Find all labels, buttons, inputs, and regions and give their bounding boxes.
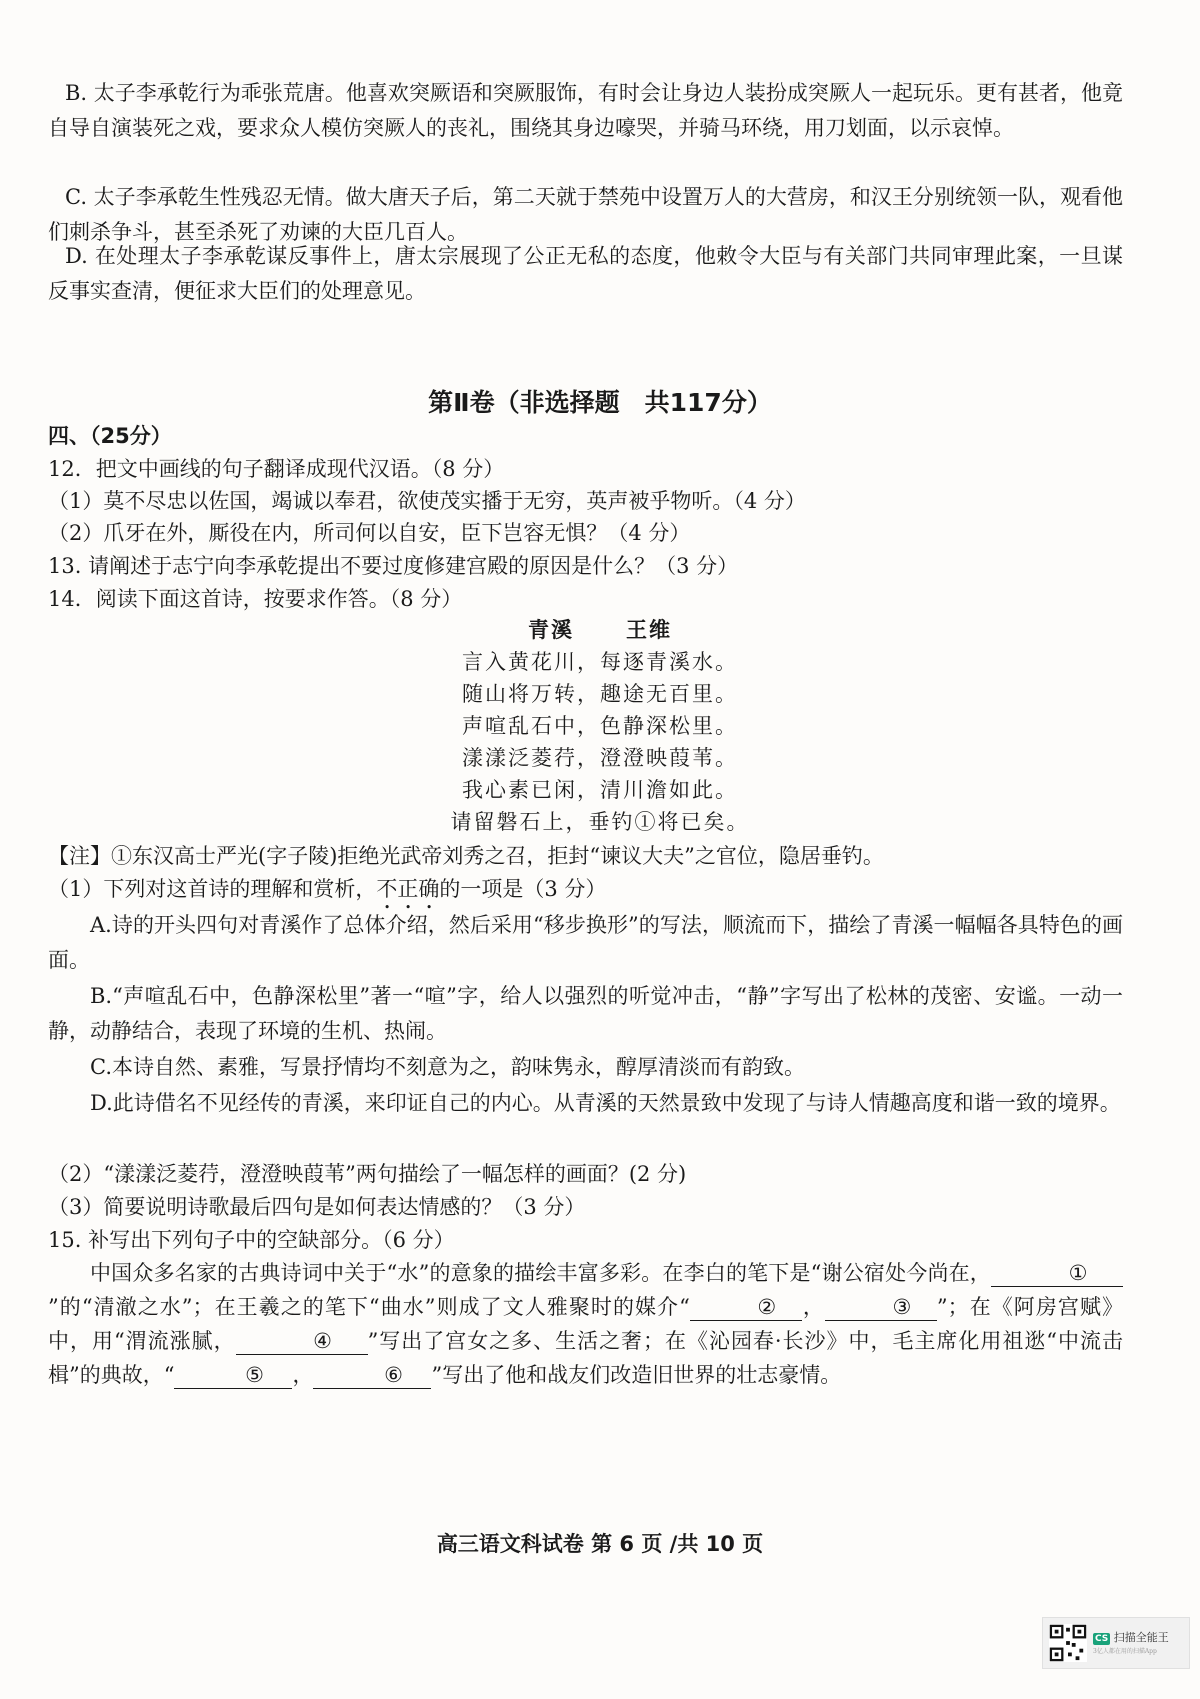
fill-blank-1[interactable]: ① (991, 1260, 1123, 1287)
q14-sub1-prefix: （1）下列对这首诗的理解和赏析， (48, 877, 377, 901)
poem-title: 青溪 (528, 617, 574, 642)
poem-note: 【注】①东汉高士严光(字子陵)拒绝光武帝刘秀之召，拒封“谏议大夫”之官位，隐居垂钓。 (48, 844, 884, 868)
q14-option-c: C.本诗自然、素雅，写景抒情均不刻意为之，韵味隽永，醇厚清淡而有韵致。 (90, 1055, 805, 1079)
q15-text: ”写出了宫女之多、生活之奢；在《沁园春·长沙》中，毛主席化用祖逖“中流击楫”的典故，“ (48, 1329, 1123, 1387)
camscanner-logo: CS (1095, 1634, 1109, 1644)
q14-option-a: A.诗的开头四句对青溪作了总体介绍，然后采用“移步换形”的写法，顺流而下，描绘了青溪一幅幅各具特色的画面。 (48, 913, 1123, 972)
watermark-title: 扫描全能王 (1113, 1631, 1169, 1644)
q14-sub1-emphasis: 不正确 (376, 877, 440, 901)
fill-blank-3[interactable]: ③ (825, 1294, 937, 1321)
fill-blank-4[interactable]: ④ (236, 1328, 368, 1355)
watermark-text-block (1093, 1631, 1169, 1655)
q12-stem: 12．把文中画线的句子翻译成现代汉语。（8 分） (48, 457, 505, 481)
q14-sub3: （3）简要说明诗歌最后四句是如何表达情感的？（3 分） (48, 1195, 586, 1219)
q15-text: ， (801, 1295, 825, 1319)
poem-line: 言入黄花川，每逐青溪水。 (462, 650, 738, 674)
poem-line: 我心素已闲，清川澹如此。 (462, 778, 738, 802)
fill-blank-6[interactable]: ⑥ (313, 1362, 431, 1389)
q14-sub1-suffix: 的一项是（3 分） (439, 877, 607, 901)
page-footer: 高三语文科试卷 第 6 页 /共 10 页 (436, 1532, 764, 1556)
option-c: C. 太子李承乾生性残忍无情。做大唐天子后，第二天就于禁苑中设置万人的大营房，和汉王分别统领一队，观看他们刺杀争斗，甚至杀死了劝谏的大臣几百人。 (48, 185, 1123, 244)
q14-option-b: B.“声喧乱石中，色静深松里”著一“喧”字，给人以强烈的听觉冲击，“静”字写出了松林的茂密、安谧。一动一静，动静结合，表现了环境的生机、热闹。 (48, 984, 1123, 1043)
q13: 13. 请阐述于志宁向李承乾提出不要过度修建宫殿的原因是什么？（3 分） (48, 554, 739, 578)
poem-heading (0, 614, 1200, 644)
q12-sub2: （2）爪牙在外，厮役在内，所司何以自安，臣下岂容无惧？（4 分） (48, 521, 691, 545)
scanner-watermark (1042, 1617, 1190, 1669)
q15-stem: 15. 补写出下列句子中的空缺部分。（6 分） (48, 1228, 455, 1252)
poem-line: 声喧乱石中，色静深松里。 (462, 714, 738, 738)
option-b: B. 太子李承乾行为乖张荒唐。他喜欢突厥语和突厥服饰，有时会让身边人装扮成突厥人一起玩乐。更有甚者，他竟自导自演装死之戏，要求众人模仿突厥人的丧礼，围绕其身边嚎哭，并骑马环绕，用刀划面，以示哀悼。 (48, 81, 1123, 140)
poem-line: 漾漾泛菱荇，澄澄映葭苇。 (462, 746, 738, 770)
q15-text: ， (292, 1363, 314, 1387)
q15-text: ”的“清澈之水”；在王羲之的笔下“曲水”则成了文人雅聚时的媒介“ (48, 1295, 690, 1319)
q15-text: ”；在《阿房宫赋》中，用“渭流涨腻， (48, 1295, 1123, 1353)
q15-fill-passage (48, 1256, 1123, 1392)
poem-author: 王维 (626, 617, 672, 642)
q14-option-d: D.此诗借名不见经传的青溪，来印证自己的内心。从青溪的天然景致中发现了与诗人情趣高度和谐一致的境界。 (90, 1091, 1121, 1115)
q15-text: ”写出了他和战友们改造旧世界的壮志豪情。 (431, 1363, 842, 1387)
q14-sub2: （2）“漾漾泛菱荇，澄澄映葭苇”两句描绘了一幅怎样的画面？(2 分) (48, 1162, 687, 1186)
q14-stem: 14．阅读下面这首诗，按要求作答。（8 分） (48, 587, 463, 611)
poem-line: 随山将万转，趣途无百里。 (462, 682, 738, 706)
q15-text: 中国众多名家的古典诗词中关于“水”的意象的描绘丰富多彩。在李白的笔下是“谢公宿处今尚在， (90, 1261, 991, 1285)
qr-code-icon (1049, 1624, 1087, 1662)
section-title: 第Ⅱ卷（非选择题 共117分） (428, 388, 772, 417)
watermark-subtitle: 3亿人都在用的扫描App (1093, 1648, 1157, 1655)
fill-blank-5[interactable]: ⑤ (174, 1362, 292, 1389)
option-d: D. 在处理太子李承乾谋反事件上，唐太宗展现了公正无私的态度，他敕令大臣与有关部门共同审理此案，一旦谋反事实查清，便征求大臣们的处理意见。 (48, 244, 1123, 303)
part4-heading: 四、（25分） (48, 424, 172, 448)
poem-line: 请留磐石上，垂钓①将已矣。 (450, 810, 750, 834)
q12-sub1: （1）莫不尽忠以佐国，竭诚以奉君，欲使茂实播于无穷，英声被乎物听。（4 分） (48, 489, 806, 513)
fill-blank-2[interactable]: ② (690, 1294, 802, 1321)
